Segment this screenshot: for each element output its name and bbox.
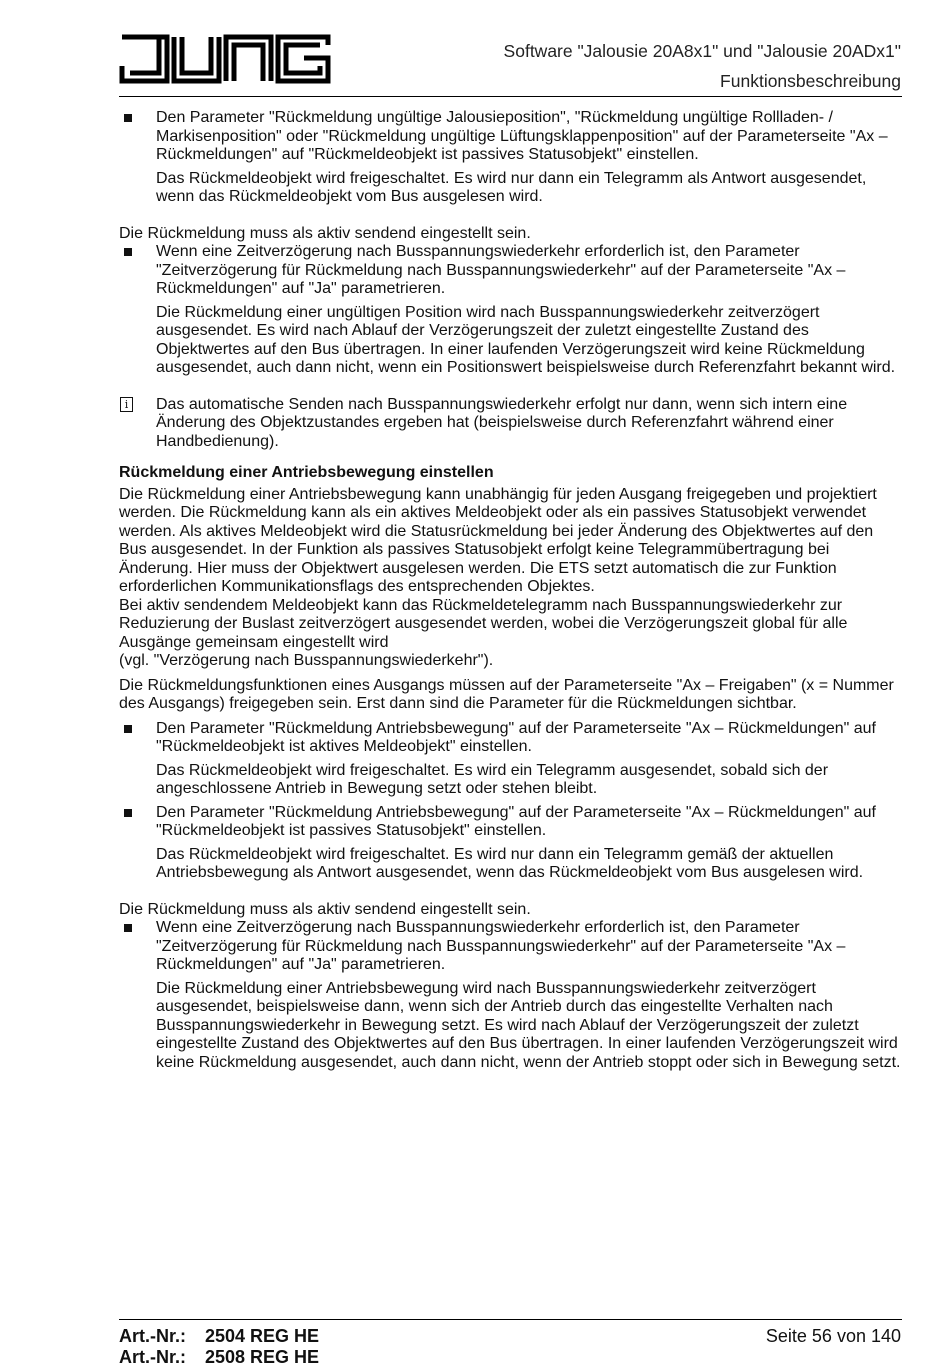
- bullet-result: Das Rückmeldeobjekt wird freigeschaltet. Es wird ein Telegramm ausgesendet, sobald sich der angeschlossene Antrieb in Bewegung setzt oder stehen bleibt.: [156, 761, 829, 797]
- bullet-result: Das Rückmeldeobjekt wird freigeschaltet. Es wird nur dann ein Telegramm als Antwort ausgesendet, wenn das Rückmeldeobjekt vom Bus ausgelesen wird.: [156, 169, 867, 205]
- paragraph: Die Rückmeldung muss als aktiv sendend eingestellt sein.: [119, 900, 531, 918]
- bullet-text: Wenn eine Zeitverzögerung nach Busspannungswiederkehr erforderlich ist, den Parameter "Zeitverzögerung für Rückmeldung nach Busspannungswiederkehr" auf der Parameterseite "Ax – Rückmeldungen" auf "Ja" parametrieren.: [156, 919, 846, 973]
- document-header: [504, 36, 901, 96]
- footer-rule: [119, 1319, 902, 1320]
- bullet-item: [119, 804, 902, 841]
- bullet-item: [119, 720, 902, 757]
- bullet-item: [119, 243, 902, 299]
- header-subtitle: Funktionsbeschreibung: [720, 71, 901, 91]
- article-label: Art.-Nr.:: [119, 1347, 186, 1367]
- paragraph: Die Rückmeldungsfunktionen eines Ausgangs müssen auf der Parameterseite "Ax – Freigaben" (x = Nummer des Ausgangs) freigegeben sein. Erst dann sind die Parameter für die Rückmeldungen sichtbar.: [119, 676, 894, 712]
- article-label: Art.-Nr.:: [119, 1326, 186, 1346]
- bullet-result: Die Rückmeldung einer Antriebsbewegung wird nach Busspannungswiederkehr zeitverzögert ausgesendet, beispielsweise dann, wenn sich der Antrieb durch das eingestellte Verhalten nach Busspannungswiederkehr in Bewegung setzt. Es wird nach Ablauf der Verzögerungszeit der zuletzt eingestellte Zustand des Objektwertes auf den Bus übertragen. In einer laufenden Verzögerungszeit wird keine Rückmeldung ausgesendet, auch dann nicht, wenn der Antrieb stoppt oder sich in Bewegung setzt.: [156, 979, 901, 1071]
- bullet-text: Den Parameter "Rückmeldung ungültige Jalousieposition", "Rückmeldung ungültige Rollladen- / Markisenposition" oder "Rückmeldung ungültige Lüftungsklappenposition" auf der Parameterseite "Ax – Rückmeldungen" auf "Rückmeldeobjekt ist passives Statusobjekt" einstellen.: [156, 109, 888, 163]
- article-number: 2504 REG HE: [205, 1326, 320, 1346]
- bullet-result: Die Rückmeldung einer ungültigen Position wird nach Busspannungswiederkehr zeitverzögert ausgesendet. Es wird nach Ablauf der Verzögerungszeit der zuletzt eingestellte Zustand des Objektwertes auf den Bus übertragen. In einer laufenden Verzögerungszeit wird keine Rückmeldung ausgesendet, auch dann nicht, wenn ein Positionswert beispielsweise durch Referenzfahrt bekannt wird.: [156, 303, 896, 376]
- paragraph: Die Rückmeldung muss als aktiv sendend eingestellt sein.: [119, 224, 531, 242]
- header-title: Software "Jalousie 20A8x1" und "Jalousie 20ADx1": [503, 41, 901, 61]
- paragraph: Bei aktiv sendendem Meldeobjekt kann das Rückmeldetelegramm nach Busspannungswiederkehr zur Reduzierung der Buslast zeitverzögert ausgesendet werden, wobei die Verzögerungszeit global für alle Ausgänge gemeinsam eingestellt wird: [119, 596, 848, 651]
- jung-logo: [119, 34, 332, 84]
- article-number: 2508 REG HE: [205, 1347, 320, 1367]
- bullet-result: Das Rückmeldeobjekt wird freigeschaltet. Es wird nur dann ein Telegramm gemäß der aktuellen Antriebsbewegung als Antwort ausgesendet, wenn das Rückmeldeobjekt vom Bus ausgelesen wird.: [156, 845, 864, 881]
- info-note: [119, 396, 902, 452]
- header-rule: [119, 96, 902, 97]
- bullet-text: Den Parameter "Rückmeldung Antriebsbewegung" auf der Parameterseite "Ax – Rückmeldungen" auf "Rückmeldeobjekt ist aktives Meldeobjekt" einstellen.: [156, 719, 876, 755]
- bullet-square-icon: [124, 924, 132, 932]
- bullet-square-icon: [124, 248, 132, 256]
- bullet-item: [119, 919, 902, 975]
- bullet-square-icon: [124, 114, 132, 122]
- info-icon: i: [120, 397, 133, 412]
- bullet-item: [119, 109, 902, 165]
- bullet-square-icon: [124, 809, 132, 817]
- paragraph: (vgl. "Verzögerung nach Busspannungswiederkehr").: [119, 652, 494, 669]
- logo-text: JUNG: [119, 34, 122, 35]
- bullet-square-icon: [124, 725, 132, 733]
- page-content: [119, 109, 902, 1077]
- info-text: Das automatische Senden nach Busspannungswiederkehr erfolgt nur dann, wenn sich intern eine Änderung des Objektzustandes ergeben hat (beispielsweise durch Referenzfahrt während einer Handbedienung).: [156, 395, 848, 450]
- article-numbers: [119, 1326, 319, 1368]
- section-heading: Rückmeldung einer Antriebsbewegung einstellen: [119, 464, 494, 481]
- paragraph: Die Rückmeldung einer Antriebsbewegung kann unabhängig für jeden Ausgang freigegeben und projektiert werden. Die Rückmeldung kann als ein aktives Meldeobjekt oder als ein passives Statusobjekt verwendet werden. Als aktives Meldeobjekt wird die Statusrückmeldung bei jeder Änderung des Objektwertes auf den Bus ausgesendet. In der Funktion als passives Statusobjekt erfolgt keine Telegrammübertragung bei Änderung. Hier muss der Objektwert ausgelesen werden. Die ETS setzt automatisch die zur Funktion erforderlichen Kommunikationsflags des entsprechenden Objektes.: [119, 485, 877, 595]
- bullet-text: Den Parameter "Rückmeldung Antriebsbewegung" auf der Parameterseite "Ax – Rückmeldungen" auf "Rückmeldeobjekt ist passives Statusobjekt" einstellen.: [156, 803, 876, 839]
- bullet-text: Wenn eine Zeitverzögerung nach Busspannungswiederkehr erforderlich ist, den Parameter "Zeitverzögerung für Rückmeldung nach Busspannungswiederkehr" auf der Parameterseite "Ax – Rückmeldungen" auf "Ja" parametrieren.: [156, 243, 846, 297]
- page-number: Seite 56 von 140: [765, 1326, 901, 1346]
